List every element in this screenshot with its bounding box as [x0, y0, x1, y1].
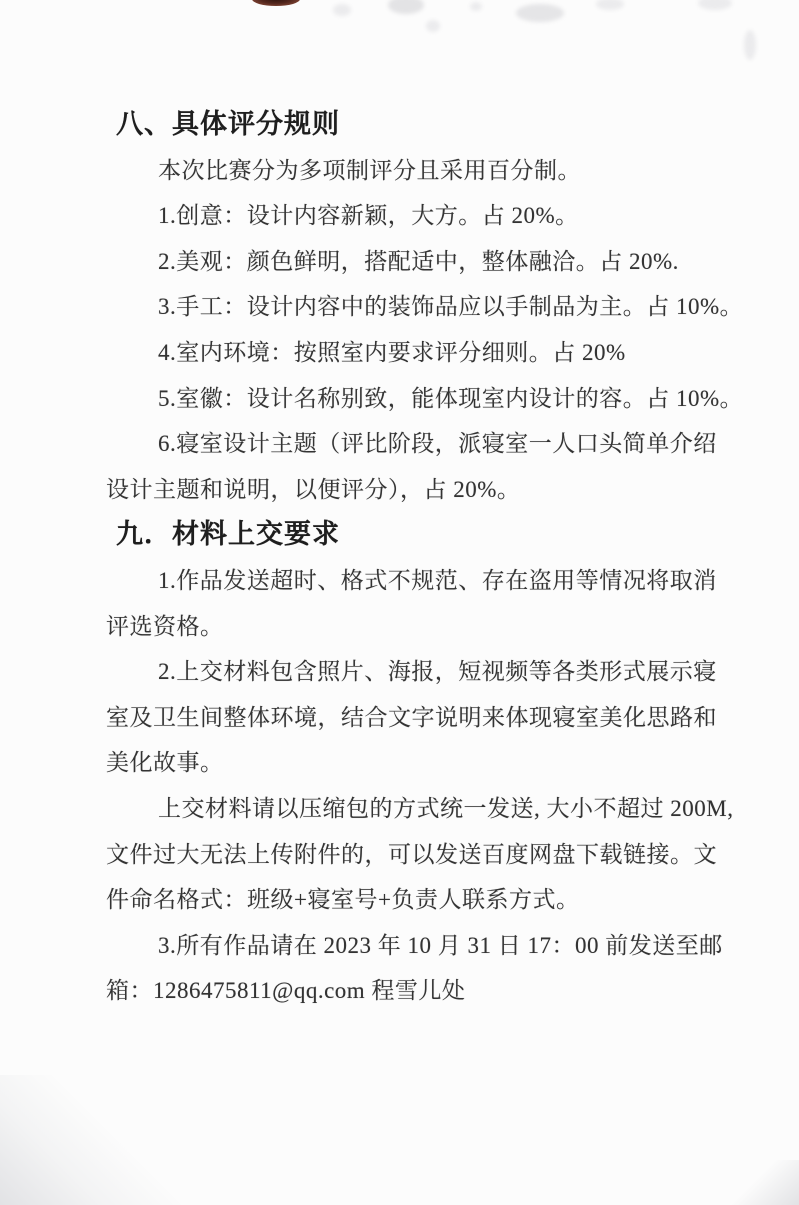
- text-line-req-2: 2.上交材料包含照片、海报，短视频等各类形式展示寝: [158, 659, 717, 685]
- section-heading-scoring-rules: 八、具体评分规则: [116, 109, 340, 139]
- text-line-intro: 本次比赛分为多项制评分且采用百分制。: [158, 157, 581, 183]
- text-line-rule-4: 4.室内环境：按照室内要求评分细则。占 20%: [158, 339, 626, 365]
- text-line-rule-6-cont: 设计主题和说明，以便评分），占 20%。: [106, 476, 521, 502]
- text-line-packaging: 上交材料请以压缩包的方式统一发送, 大小不超过 200M,: [158, 795, 734, 821]
- text-line-rule-5: 5.室徽：设计名称别致，能体现室内设计的容。占 10%。: [158, 385, 744, 411]
- document-content: [106, 0, 744, 1014]
- text-line-rule-2: 2.美观：颜色鲜明，搭配适中，整体融洽。占 20%.: [158, 248, 679, 274]
- text-line-req-1-cont: 评选资格。: [106, 613, 224, 639]
- text-line-rule-3: 3.手工：设计内容中的装饰品应以手制品为主。占 10%。: [158, 294, 744, 320]
- text-line-req-1: 1.作品发送超时、格式不规范、存在盗用等情况将取消: [158, 567, 717, 593]
- page-corner-shadow: [729, 1160, 799, 1205]
- text-line-packaging-cont-1: 文件过大无法上传附件的，可以发送百度网盘下载链接。文: [106, 841, 717, 867]
- scan-smudge: [744, 30, 756, 60]
- text-line-deadline: 3.所有作品请在 2023 年 10 月 31 日 17：00 前发送至邮: [158, 932, 723, 958]
- section-heading-submission-requirements: 九．材料上交要求: [116, 519, 340, 550]
- text-line-req-2-cont-2: 美化故事。: [106, 750, 224, 776]
- text-line-req-2-cont-1: 室及卫生间整体环境，结合文字说明来体现寝室美化思路和: [106, 704, 717, 730]
- text-line-rule-6: 6.寝室设计主题（评比阶段，派寝室一人口头简单介绍: [158, 431, 717, 457]
- text-line-packaging-cont-2: 件命名格式：班级+寝室号+负责人联系方式。: [106, 887, 580, 913]
- text-line-email: 箱：1286475811@qq.com 程雪儿处: [106, 978, 466, 1004]
- text-line-rule-1: 1.创意：设计内容新颖，大方。占 20%。: [158, 203, 579, 229]
- page-corner-shadow: [0, 1075, 210, 1205]
